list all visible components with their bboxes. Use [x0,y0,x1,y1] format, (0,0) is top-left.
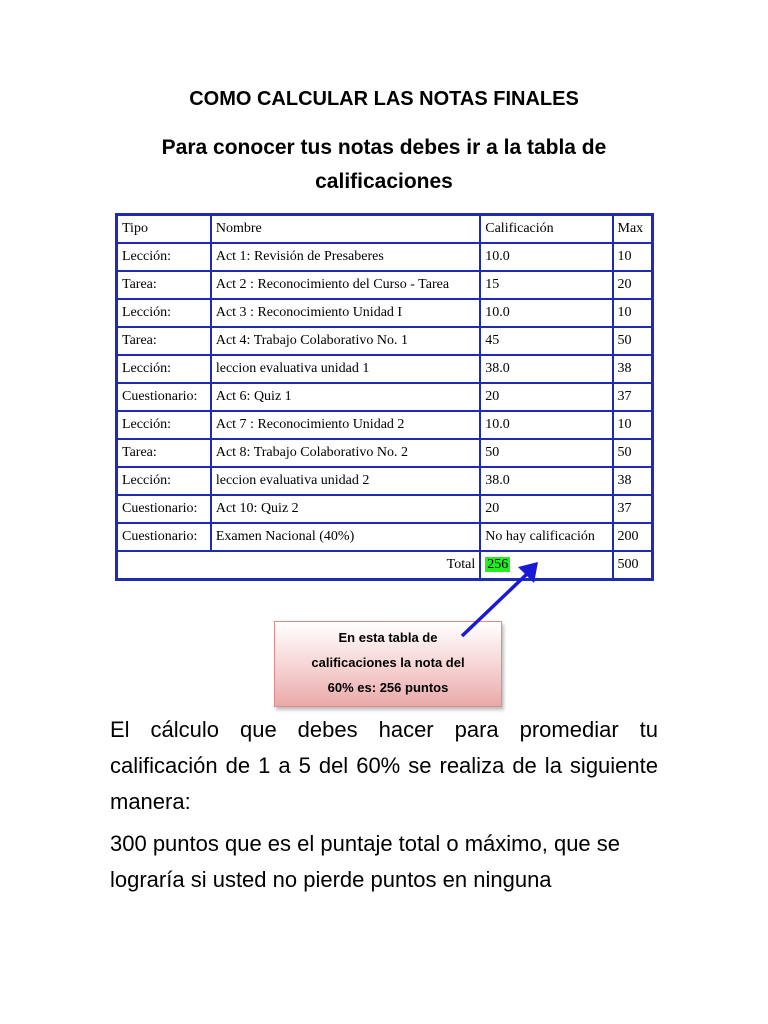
cell-nombre: Act 10: Quiz 2 [211,495,480,523]
table-header-row [117,215,652,243]
cell-max: 37 [613,495,652,523]
cell-max: 20 [613,271,652,299]
table-row [117,495,652,523]
cell-nombre: Examen Nacional (40%) [211,523,480,551]
cell-calificacion: 50 [480,439,612,467]
table-row [117,243,652,271]
cell-calificacion: 38.0 [480,467,612,495]
cell-max: 50 [613,439,652,467]
cell-calificacion: No hay calificación [480,523,612,551]
cell-calificacion: 10.0 [480,411,612,439]
points-paragraph: 300 puntos que es el puntaje total o máximo, que se lograría si usted no pierde puntos en ninguna [110,831,621,892]
header-calificacion: Calificación [480,215,612,243]
cell-nombre: Act 8: Trabajo Colaborativo No. 2 [211,439,480,467]
cell-calificacion: 10.0 [480,243,612,271]
total-value-cell [480,551,612,579]
table-row [117,299,652,327]
header-nombre: Nombre [211,215,480,243]
document-subtitle: Para conocer tus notas debes ir a la tabla de calificaciones [161,136,607,193]
table-total-row [117,551,652,579]
cell-nombre: Act 1: Revisión de Presaberes [211,243,480,271]
cell-nombre: Act 2 : Reconocimiento del Curso - Tarea [211,271,480,299]
cell-nombre: Act 7 : Reconocimiento Unidad 2 [211,411,480,439]
cell-nombre: leccion evaluativa unidad 1 [211,355,480,383]
cell-max: 10 [613,411,652,439]
cell-max: 200 [613,523,652,551]
cell-nombre: Act 3 : Reconocimiento Unidad I [211,299,480,327]
explanation-paragraph: El cálculo que debes hacer para promediar tu calificación de 1 a 5 del 60% se realiza de la siguiente manera: [110,717,658,814]
table-row [117,523,652,551]
total-label: Total [117,551,480,579]
cell-max: 10 [613,243,652,271]
cell-max: 10 [613,299,652,327]
cell-calificacion: 20 [480,383,612,411]
table-row [117,439,652,467]
table-row [117,355,652,383]
cell-calificacion: 15 [480,271,612,299]
cell-max: 37 [613,383,652,411]
cell-tipo: Lección: [117,243,211,271]
total-max: 500 [613,551,652,579]
cell-calificacion: 45 [480,327,612,355]
cell-calificacion: 20 [480,495,612,523]
table-row [117,271,652,299]
callout-box [274,621,502,707]
cell-max: 38 [613,467,652,495]
cell-nombre: Act 4: Trabajo Colaborativo No. 1 [211,327,480,355]
cell-max: 38 [613,355,652,383]
table-row [117,411,652,439]
grades-table-body [117,215,652,579]
cell-tipo: Tarea: [117,327,211,355]
cell-tipo: Cuestionario: [117,523,211,551]
cell-tipo: Cuestionario: [117,495,211,523]
header-max: Max [613,215,652,243]
total-value: 256 [487,557,509,572]
cell-tipo: Lección: [117,411,211,439]
table-row [117,327,652,355]
cell-calificacion: 10.0 [480,299,612,327]
callout-line-3: 60% es: 256 puntos [327,680,449,695]
cell-tipo: Lección: [117,355,211,383]
cell-max: 50 [613,327,652,355]
grades-table [115,213,654,581]
cell-tipo: Lección: [117,467,211,495]
cell-tipo: Cuestionario: [117,383,211,411]
cell-nombre: Act 6: Quiz 1 [211,383,480,411]
table-row [117,467,652,495]
cell-tipo: Tarea: [117,439,211,467]
header-tipo: Tipo [117,215,211,243]
callout-line-1: En esta tabla de [338,630,438,645]
table-row [117,383,652,411]
cell-tipo: Lección: [117,299,211,327]
cell-calificacion: 38.0 [480,355,612,383]
cell-nombre: leccion evaluativa unidad 2 [211,467,480,495]
cell-tipo: Tarea: [117,271,211,299]
callout-line-2: calificaciones la nota del [311,655,465,670]
document-title: COMO CALCULAR LAS NOTAS FINALES [189,88,579,110]
